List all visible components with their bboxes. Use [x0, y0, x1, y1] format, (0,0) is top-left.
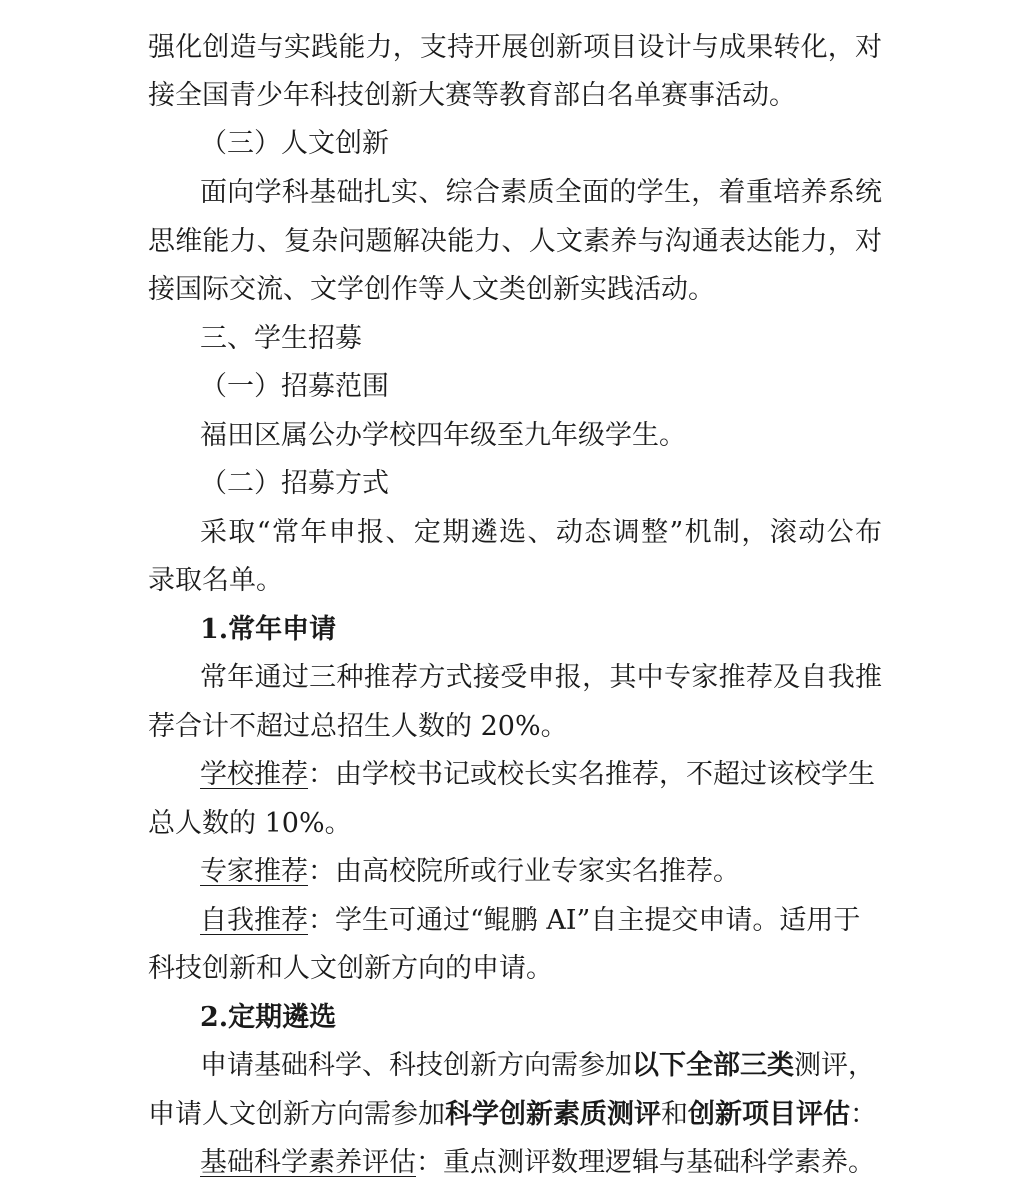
basic-science-label: 基础科学素养评估: [200, 1147, 416, 1178]
chapter-heading: 三、学生招募: [200, 323, 362, 354]
paragraph-line: 面向学科基础扎实、综合素质全面的学生，着重培养系统: [200, 177, 882, 208]
paragraph-line: 科技创新和人文创新方向的申请。: [148, 953, 553, 984]
paragraph-line: 思维能力、复杂问题解决能力、人文素养与沟通表达能力，对: [148, 226, 882, 257]
basic-science-line: [200, 1145, 875, 1181]
paragraph-line: 强化创造与实践能力，支持开展创新项目设计与成果转化，对: [148, 32, 882, 63]
subsection-heading: 2.定期遴选: [200, 1002, 337, 1033]
paragraph-line: 接国际交流、文学创作等人文类创新实践活动。: [148, 274, 715, 305]
periodic-text: 申请基础科学、科技创新方向需参加: [200, 1050, 632, 1081]
paragraph-line: 总人数的 10%。: [148, 808, 352, 839]
periodic-emphasis: 以下全部三类: [632, 1050, 794, 1081]
paragraph-line: 荐合计不超过总招生人数的 20%。: [148, 711, 568, 742]
school-recommend-line: [200, 757, 875, 793]
self-recommend-text: ：学生可通过“鲲鹏 AI”自主提交申请。适用于: [308, 905, 861, 936]
periodic-line-1: [200, 1048, 875, 1084]
school-recommend-label: 学校推荐: [200, 759, 308, 790]
self-recommend-line: [200, 903, 860, 939]
expert-recommend-text: ：由高校院所或行业专家实名推荐。: [308, 856, 740, 887]
paragraph-line: 采取“常年申报、定期遴选、动态调整”机制，滚动公布: [200, 517, 882, 548]
basic-science-text: ：重点测评数理逻辑与基础科学素养。: [416, 1147, 875, 1178]
periodic-line-2: [148, 1097, 877, 1133]
expert-recommend-line: [200, 854, 740, 890]
paragraph-line: 接全国青少年科技创新大赛等教育部白名单赛事活动。: [148, 80, 796, 111]
periodic-text: 申请人文创新方向需参加: [148, 1099, 445, 1130]
periodic-text: ：: [850, 1099, 877, 1130]
expert-recommend-label: 专家推荐: [200, 856, 308, 887]
section-heading: （三）人文创新: [200, 128, 389, 159]
paragraph-line: 常年通过三种推荐方式接受申报，其中专家推荐及自我推: [200, 662, 882, 693]
school-recommend-text: ：由学校书记或校长实名推荐，不超过该校学生: [308, 759, 875, 790]
section-heading: （二）招募方式: [200, 468, 389, 499]
subsection-heading: 1.常年申请: [200, 614, 337, 645]
paragraph-line: 福田区属公办学校四年级至九年级学生。: [200, 420, 686, 451]
self-recommend-label: 自我推荐: [200, 905, 308, 936]
paragraph-line: 录取名单。: [148, 565, 283, 596]
periodic-emphasis: 创新项目评估: [688, 1099, 850, 1130]
periodic-text: 和: [661, 1099, 688, 1130]
periodic-emphasis: 科学创新素质测评: [445, 1099, 661, 1130]
section-heading: （一）招募范围: [200, 371, 389, 402]
periodic-text: 测评，: [794, 1050, 875, 1081]
